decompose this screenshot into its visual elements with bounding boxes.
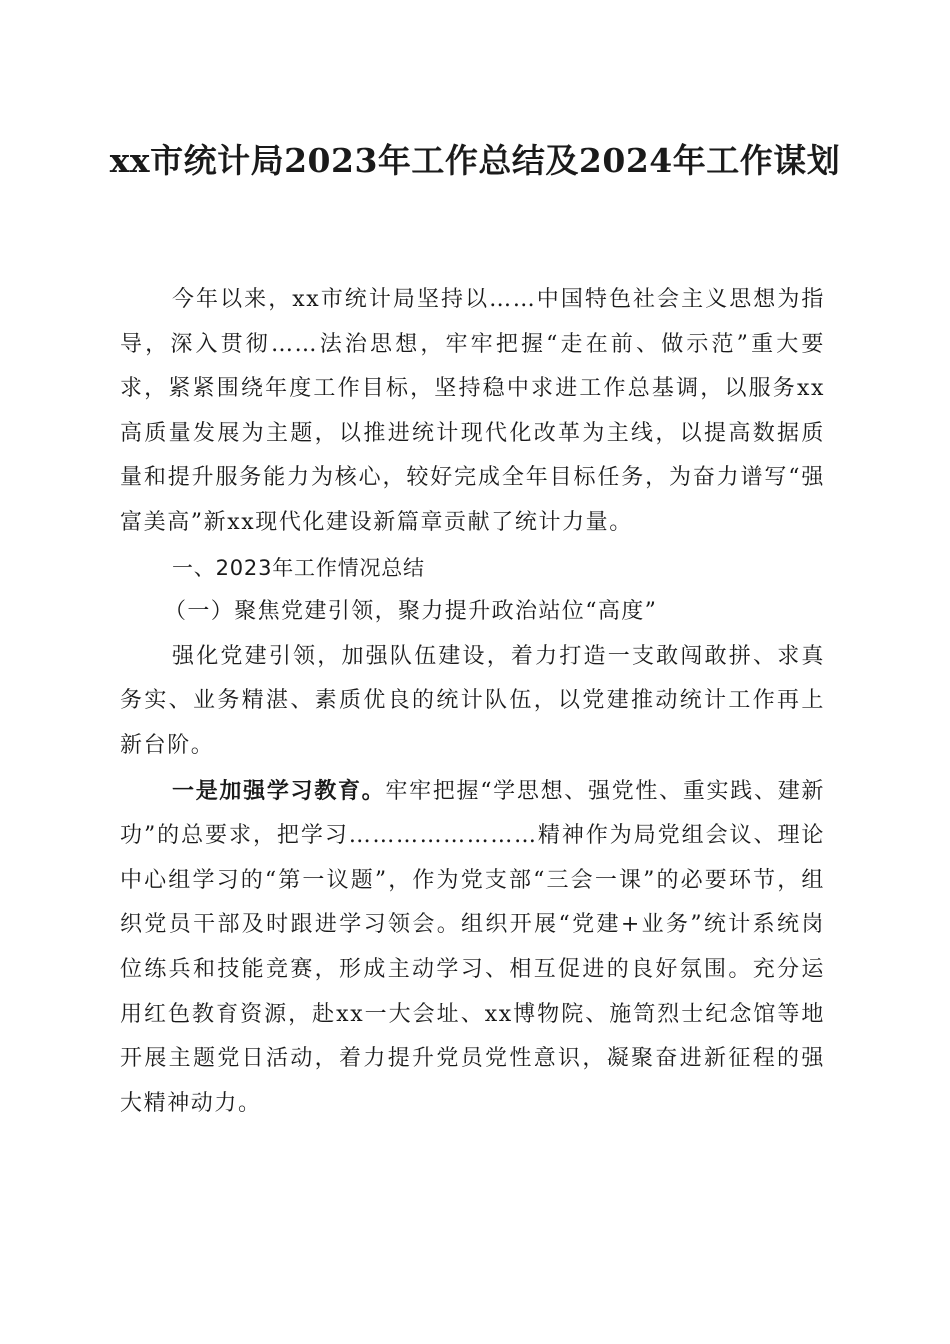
section-heading-1: 一、2023年工作情况总结 [172,555,425,580]
subsection-paragraph-1: 强化党建引领，加强队伍建设，着力打造一支敢闯敢拼、求真务实、业务精湛、素质优良的统计队伍，以党建推动统计工作再上新台阶。 [120,643,825,758]
item-paragraph-1 [120,769,825,1127]
item-lead-1: 一是加强学习教育。 [172,777,386,804]
subsection-heading-1: （一）聚焦党建引领，聚力提升政治站位“高度” [164,599,658,625]
document-body [120,278,825,1126]
item-text-1: 牢牢把握“学思想、强党性、重实践、建新功”的总要求，把学习……………………精神作为局党组会议、理论中心组学习的“第一议题”，作为党支部“三会一课”的必要环节，组织党员干部及时跟进学习领会。组织开展“党建+业务”统计系统岗位练兵和技能竞赛，形成主动学习、相互促进的良好氛围。充分运用红色教育资源，赴xx一大会址、xx博物院、施笥烈士纪念馆等地开展主题党日活动，着力提升党员党性意识，凝聚奋进新征程的强大精神动力。 [120,778,825,1116]
document-title: xx市统计局2023年工作总结及2024年工作谋划 [109,141,841,180]
intro-paragraph: 今年以来，xx市统计局坚持以……中国特色社会主义思想为指导，深入贯彻……法治思想，牢牢把握“走在前、做示范”重大要求，紧紧围绕年度工作目标，坚持稳中求进工作总基调，以服务xx高质量发展为主题，以推进统计现代化改革为主线，以提高数据质量和提升服务能力为核心，较好完成全年目标任务，为奋力谱写“强富美高”新xx现代化建设新篇章贡献了统计力量。 [120,287,825,535]
